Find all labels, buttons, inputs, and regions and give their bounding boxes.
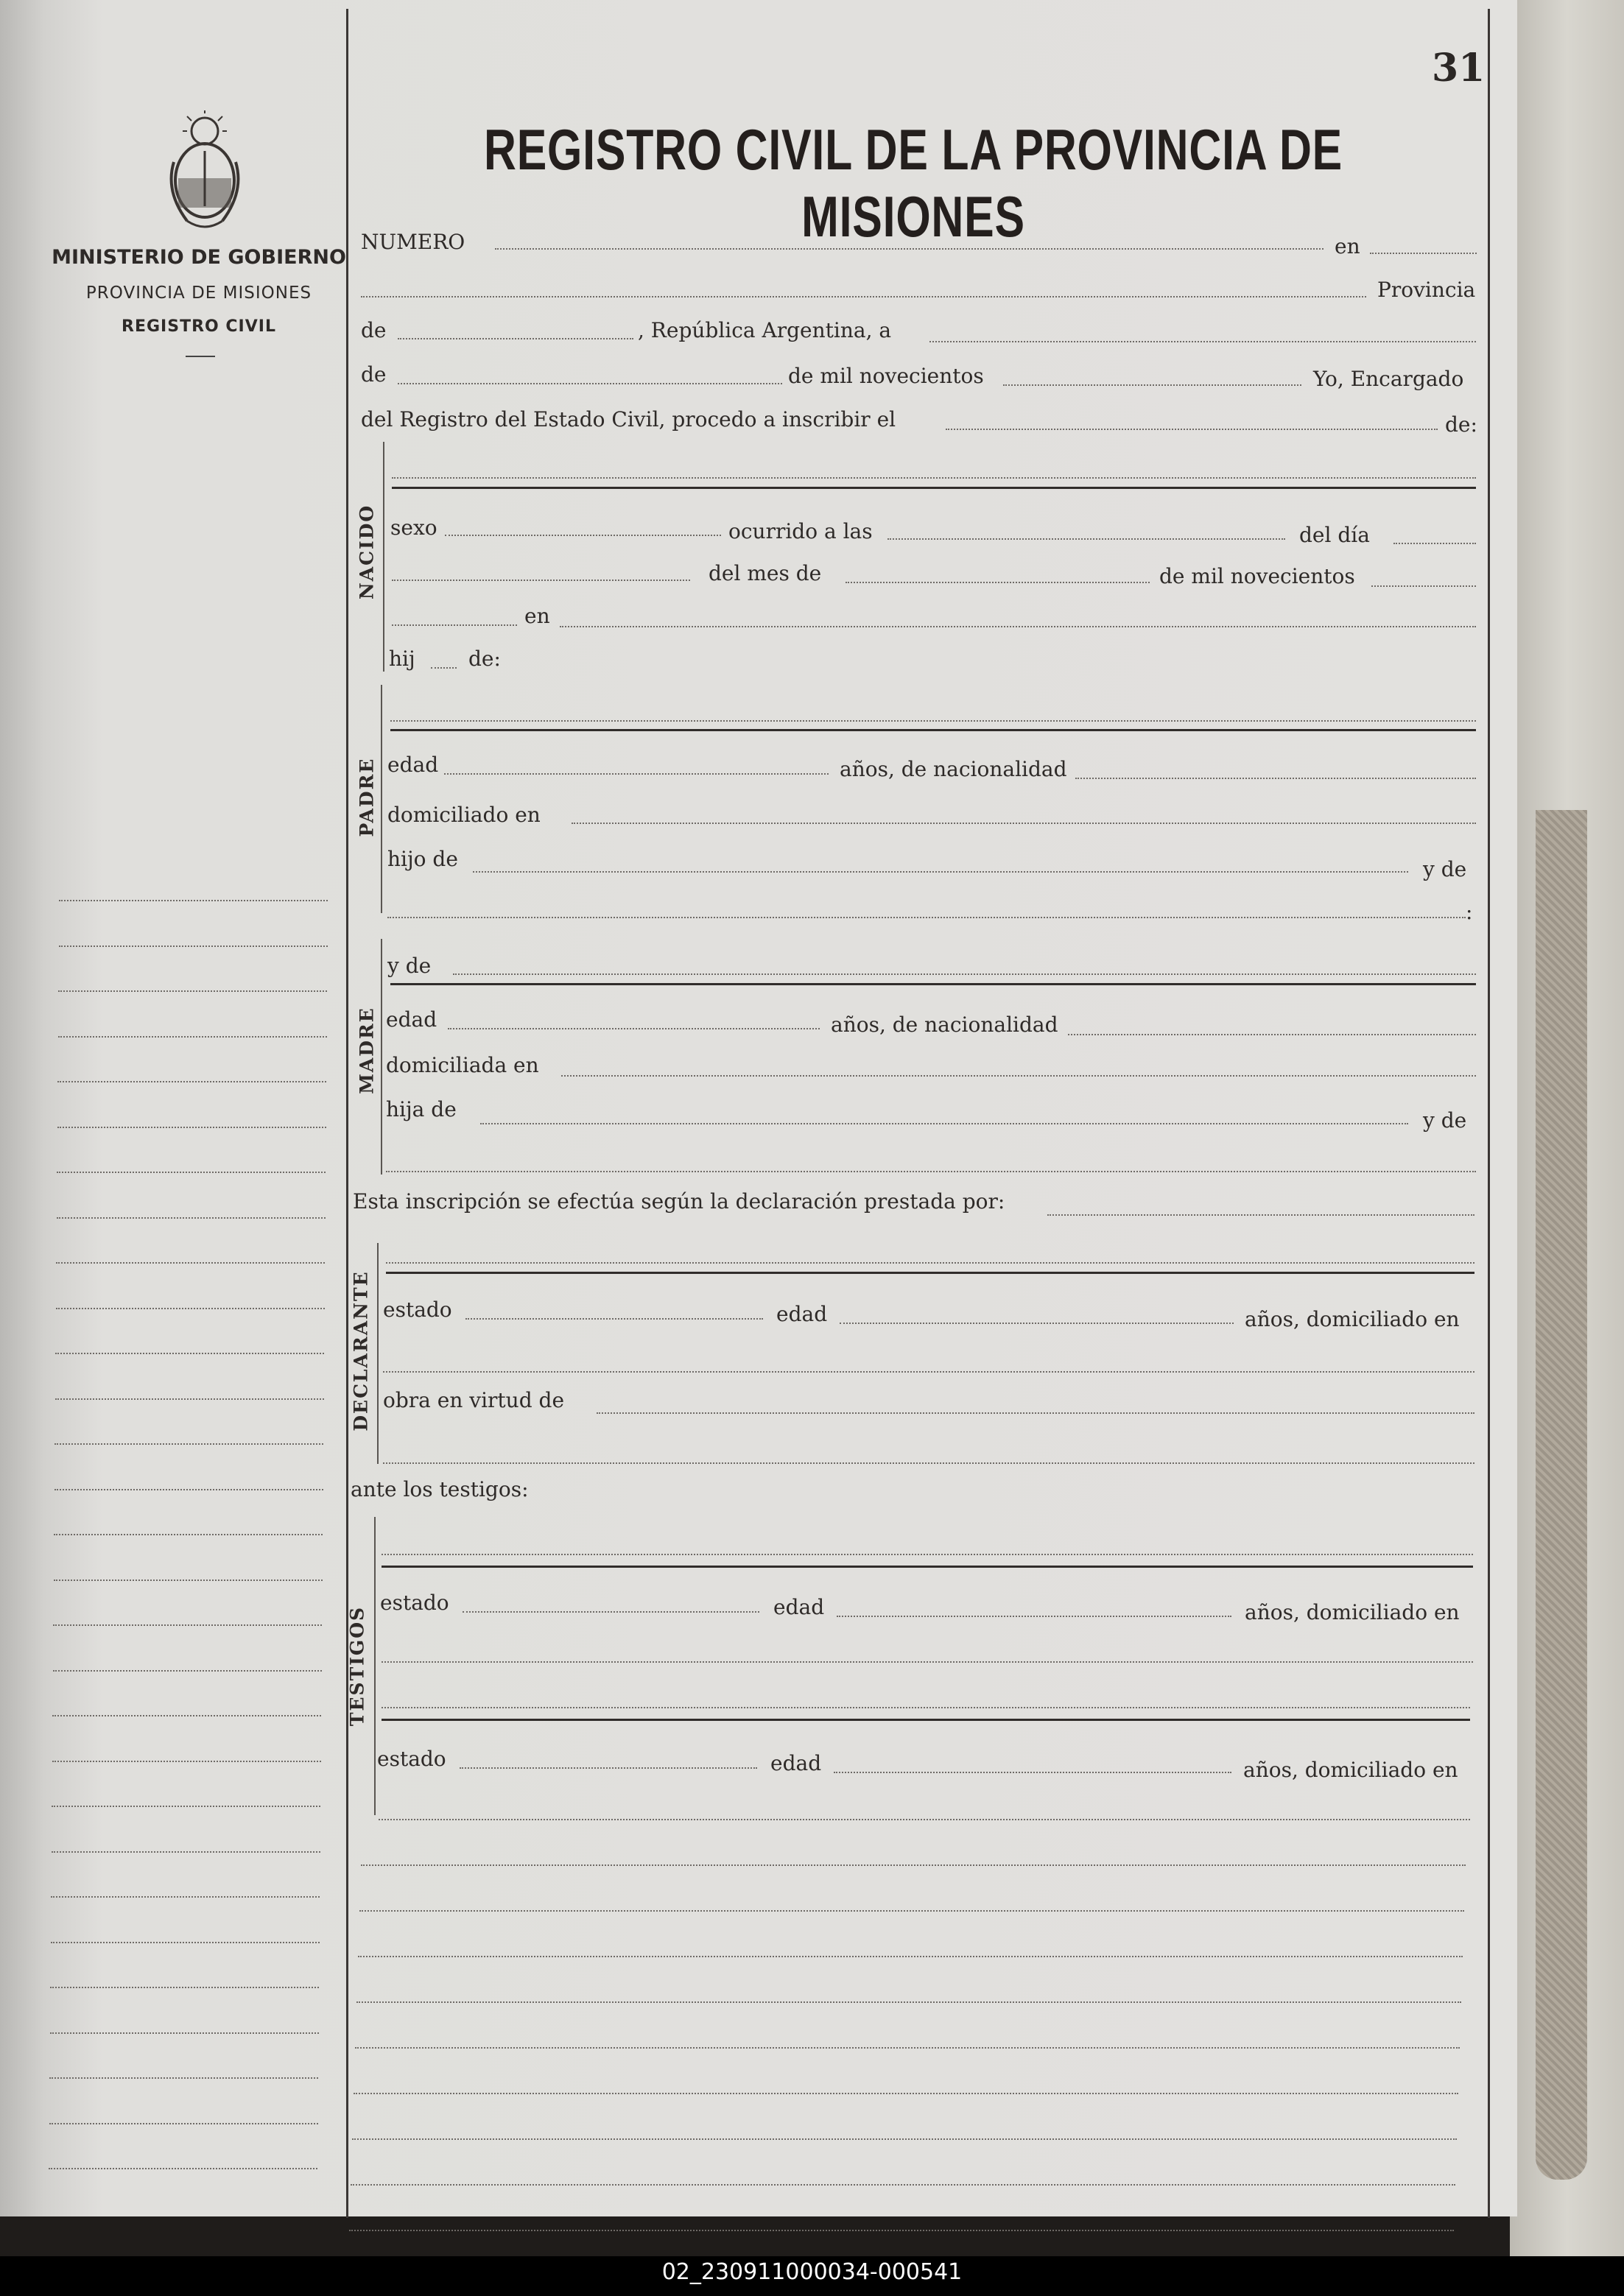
margin-line[interactable] [55,1353,324,1354]
folio-number: 31 [1432,46,1486,91]
coat-of-arms-icon [161,110,249,236]
declarante-estado-field[interactable] [465,1318,763,1320]
margin-line[interactable] [55,1398,324,1400]
blank-line[interactable] [361,1864,1466,1866]
page-title: REGISTRO CIVIL DE LA PROVINCIA DE MISIONES [483,117,1343,249]
madre-label: MADRE [356,1007,378,1094]
header-divider [186,356,215,357]
testigo2-rule [382,1719,1470,1721]
nacido-label: NACIDO [356,504,378,600]
numero-field[interactable] [495,248,1324,250]
de-label-2: de [361,362,387,387]
hij-label: hij [389,647,415,671]
declaracion-label: Esta inscripción se efectúa según la declaración prestada por: [353,1189,1005,1214]
sexo-field[interactable] [445,535,721,536]
margin-line[interactable] [49,2168,317,2169]
testigo2-anos-label: años, domiciliado en [1243,1758,1458,1782]
image-id-footer: 02_230911000034-000541 [661,2259,963,2285]
left-column-divider [346,9,348,2218]
margin-line[interactable] [54,1534,323,1535]
testigo2-edad-field[interactable] [834,1772,1231,1773]
madre-rule [390,983,1476,985]
del-dia-label: del día [1299,523,1370,547]
nacido-brace [383,442,384,672]
nacido-name-field[interactable] [392,477,1476,479]
hijo-de-label: hijo de [387,847,458,871]
margin-line[interactable] [56,1308,325,1309]
month-field[interactable] [398,383,782,384]
en-field[interactable] [1370,253,1477,254]
margin-line[interactable] [57,1081,326,1082]
hij-suffix-field[interactable] [431,667,457,669]
hija-de-label: hija de [386,1097,457,1121]
testigo1-anos-label: años, domiciliado en [1245,1600,1460,1624]
provincia-label: Provincia [1377,278,1476,302]
date-field[interactable] [929,341,1476,342]
testigo2-estado-label: estado [377,1747,446,1771]
hora-field[interactable] [887,538,1285,540]
padre-y-de-label: y de [1423,857,1467,881]
blank-line[interactable] [359,1910,1464,1912]
madre-domiciliada-label: domiciliada en [386,1053,539,1077]
madre-edad-label: edad [386,1007,437,1032]
obra-field[interactable] [597,1412,1474,1414]
testigo2-edad-label: edad [770,1751,822,1775]
padre-label: PADRE [356,757,378,837]
padre-anos-label: años, de nacionalidad [840,757,1067,781]
madre-anos-label: años, de nacionalidad [831,1013,1058,1037]
de-colon-label: de: [1445,412,1477,437]
place-field[interactable] [361,296,1366,297]
margin-line[interactable] [50,2032,319,2034]
declarante-edad-field[interactable] [840,1323,1234,1324]
mes-field[interactable] [846,582,1150,583]
margin-line[interactable] [51,1942,320,1943]
padre-nacionalidad-field[interactable] [1075,778,1476,779]
testigo2-domicilio-field[interactable] [379,1819,1470,1820]
del-mes-label: del mes de [709,561,822,585]
padre-domicilio-field[interactable] [572,823,1476,824]
margin-line[interactable] [52,1851,320,1853]
padre-edad-label: edad [387,753,439,777]
declarante-brace [377,1243,379,1464]
testigo1-estado-field[interactable] [463,1611,759,1613]
padre-edad-field[interactable] [444,773,829,775]
declarante-label: DECLARANTE [350,1270,372,1432]
padre-y-de-field[interactable] [387,917,1466,918]
testigo1-domicilio-field[interactable] [382,1661,1473,1663]
margin-line[interactable] [58,1036,327,1038]
declarante-edad-label: edad [776,1302,828,1326]
ministry-name: MINISTERIO DE GOBIERNO [52,246,346,269]
padre-rule [390,729,1476,731]
lugar-field[interactable] [560,626,1476,627]
testigo1-rule [382,1566,1473,1568]
margin-line[interactable] [51,1896,320,1898]
margin-line[interactable] [59,900,328,901]
margin-line[interactable] [53,1670,322,1672]
inscribir-field[interactable] [946,429,1438,430]
nacido-year-field[interactable] [1371,585,1476,587]
sexo-label: sexo [390,515,437,540]
margin-line[interactable] [53,1624,322,1626]
padre-colon: : [1466,900,1473,924]
declarante-estado-label: estado [383,1297,452,1322]
ocurrido-label: ocurrido a las [728,519,873,543]
madre-y-de-label: y de [1423,1108,1467,1133]
dia-field[interactable] [1393,543,1476,544]
margin-line[interactable] [49,2077,318,2079]
nacido-en-label: en [524,604,550,628]
year-continued-field[interactable] [392,624,517,626]
year-field[interactable] [1003,384,1301,386]
madre-y-de-top-label: y de [387,954,432,978]
margin-line[interactable] [52,1806,320,1807]
margin-line[interactable] [55,1443,323,1445]
testigo1-edad-label: edad [773,1595,825,1619]
declarante-extra-field[interactable] [383,1462,1474,1464]
madre-hija-de-field[interactable] [480,1123,1408,1124]
nacido-mil-label: de mil novecientos [1159,564,1355,588]
book-spine [1536,810,1587,2180]
declarante-domicilio-field[interactable] [383,1371,1474,1373]
blank-line[interactable] [358,1956,1463,1957]
dia-continued-field[interactable] [392,580,690,581]
testigos-brace [374,1517,376,1815]
del-registro-label: del Registro del Estado Civil, procedo a inscribir el [361,407,896,432]
testigo2-name-field[interactable] [382,1707,1470,1708]
margin-line[interactable] [57,1127,326,1128]
testigo1-edad-field[interactable] [837,1616,1231,1617]
republica-label: , República Argentina, a [638,318,892,342]
madre-name-field[interactable] [453,973,1476,975]
obra-label: obra en virtud de [383,1388,565,1412]
margin-line[interactable] [52,1715,321,1716]
margin-line[interactable] [52,1761,321,1762]
province-name: PROVINCIA DE MISIONES [85,284,312,303]
margin-line[interactable] [57,1217,326,1219]
testigos-intro-label: ante los testigos: [351,1477,529,1501]
blank-line[interactable] [349,2230,1454,2231]
blank-line[interactable] [354,2093,1458,2094]
numero-label: NUMERO [361,230,465,254]
padre-domiciliado-label: domiciliado en [387,803,541,827]
margin-line[interactable] [59,945,328,947]
en-label: en [1335,234,1360,258]
de-label-1: de [361,318,387,342]
padre-hijo-de-field[interactable] [473,871,1408,873]
padre-name-field[interactable] [390,720,1476,722]
madre-edad-field[interactable] [448,1028,820,1029]
testigo1-estado-label: estado [380,1591,449,1615]
declarante-anos-label: años, domiciliado en [1245,1307,1460,1331]
mil-novecientos-label: de mil novecientos [788,364,984,388]
declarante-rule [386,1272,1474,1274]
testigo2-estado-field[interactable] [460,1767,757,1769]
right-page-border [1488,9,1490,2218]
margin-line[interactable] [58,990,327,992]
declaracion-field[interactable] [1047,1214,1474,1216]
blank-line[interactable] [352,2138,1457,2140]
madre-y-de-field[interactable] [386,1171,1476,1172]
testigos-label: TESTIGOS [346,1605,368,1727]
blank-line[interactable] [356,2001,1461,2003]
province-field[interactable] [398,338,633,339]
margin-line[interactable] [56,1262,325,1264]
madre-brace [381,939,382,1175]
madre-domicilio-field[interactable] [561,1075,1476,1077]
testigo1-name-field[interactable] [382,1554,1473,1555]
hij-de-label: de: [468,647,501,671]
margin-line[interactable] [49,2123,318,2124]
blank-line[interactable] [355,2047,1460,2049]
margin-line[interactable] [50,1987,319,1988]
margin-line[interactable] [57,1172,326,1173]
registry-name: REGISTRO CIVIL [122,317,276,336]
nacido-rule [392,487,1476,489]
blank-line[interactable] [351,2184,1455,2186]
margin-line[interactable] [54,1580,323,1581]
padre-brace [381,685,382,913]
margin-line[interactable] [55,1489,323,1490]
declarante-name-field[interactable] [386,1262,1474,1264]
madre-nacionalidad-field[interactable] [1068,1034,1476,1035]
yo-encargado-label: Yo, Encargado [1313,367,1464,391]
